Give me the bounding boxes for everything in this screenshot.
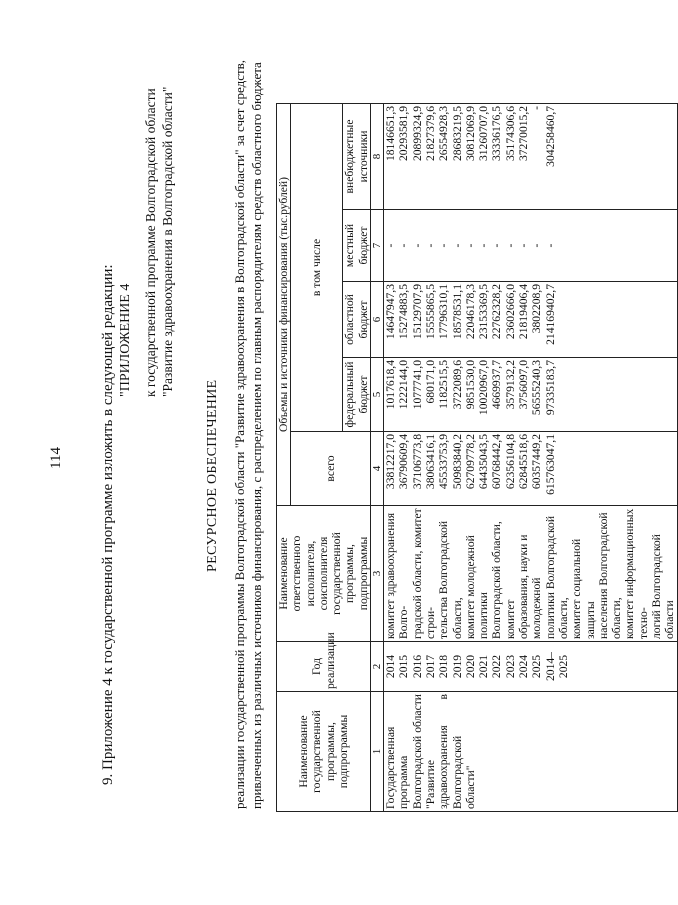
header-extra: внебюджетные источники: [343, 103, 371, 209]
appendix-line-2: "Развитие здравоохранения в Волгоградской области": [160, 86, 175, 397]
total-values-cell: 33812217,0 36790609,4 37106773,8 38063416,1 45533753,9 50983840,2 62709778,2 64435043,5 60768442,4 62356104,8 62845518,6 60357449,2 615763047,1: [384, 432, 678, 506]
appendix-title: "ПРИЛОЖЕНИЕ 4: [118, 283, 133, 397]
executors-cell: комитет здравоохранения Волго- градской области, комитет строи- тельства Волгоградской области, комитет молодежной политики Волгоградской области, комитет образования, науки и молодежной политики Волгоградской области, комитет социальной защиты населения Волгоградской области, комитет информационных техно- логий Волгоградской области: [384, 506, 678, 642]
federal-values-cell: 1017618,4 1222144,0 1077741,0 680171,0 1182515,5 3722089,6 9851530,0 10020967,0 4669937,7 3579132,2 3756097,0 56555240,3 97335183,7: [384, 358, 678, 432]
column-number: 6: [371, 282, 384, 358]
regional-values-cell: 14647947,3 15274883,5 15129707,9 15555865,5 17796310,1 18578531,1 22046178,3 23153369,5 22762328,2 23602666,0 21819406,4 3802208,9 214169402,7: [384, 282, 678, 358]
appendix-line-1: к государственной программе Волгоградской области: [143, 88, 158, 397]
intro-line: 9. Приложение 4 к государственной программе изложить в следующей редакции:: [100, 264, 116, 785]
header-volumes: Объемы и источники финансирования (тыс.рублей): [277, 103, 291, 505]
header-year: Год реализации: [277, 642, 371, 692]
header-including: в том числе: [291, 103, 343, 431]
header-regional: областной бюджет: [343, 282, 371, 358]
table-row: [384, 103, 678, 811]
column-number: 1: [371, 692, 384, 812]
document-subtitle-line-1: реализации государственной программы Волгоградской области "Развитие здравоохранения в Волгоградской области" за счет средств,: [232, 59, 247, 809]
program-name-cell: Государственная программа Волгоградской области "Развитие здравоохранения в Волгоградской области": [384, 692, 678, 812]
header-executor: Наименование ответственного исполнителя, соисполнителя государственной программы, подпрограммы: [277, 506, 371, 642]
document-title: РЕСУРСНОЕ ОБЕСПЕЧЕНИЕ: [205, 379, 220, 572]
column-number: 7: [371, 210, 384, 282]
header-local: местный бюджет: [343, 210, 371, 282]
document-subtitle-line-2: привлеченных из различных источников финансирования, с распределением по главным распорядителям средств областного бюджета: [249, 62, 264, 809]
column-number: 8: [371, 103, 384, 209]
page-number: 114: [48, 447, 64, 469]
years-cell: 2014 2015 2016 2017 2018 2019 2020 2021 2022 2023 2024 2025 2014–2025: [384, 642, 678, 692]
column-number: 3: [371, 506, 384, 642]
header-total: всего: [291, 432, 371, 506]
column-number: 4: [371, 432, 384, 506]
resource-table: [276, 103, 678, 812]
local-values-cell: - - - - - - - - - - - - -: [384, 210, 678, 282]
column-number: 2: [371, 642, 384, 692]
extra-values-cell: 18146651,3 20293581,9 20899324,9 21827379,6 26554928,3 28683219,5 30812069,9 31260707,0 33336176,5 35174306,6 37270015,2 - 304258460,7: [384, 103, 678, 209]
header-federal: федеральный бюджет: [343, 358, 371, 432]
header-program-name: Наименование государственной программы, подпрограммы: [277, 692, 371, 812]
column-number: 5: [371, 358, 384, 432]
